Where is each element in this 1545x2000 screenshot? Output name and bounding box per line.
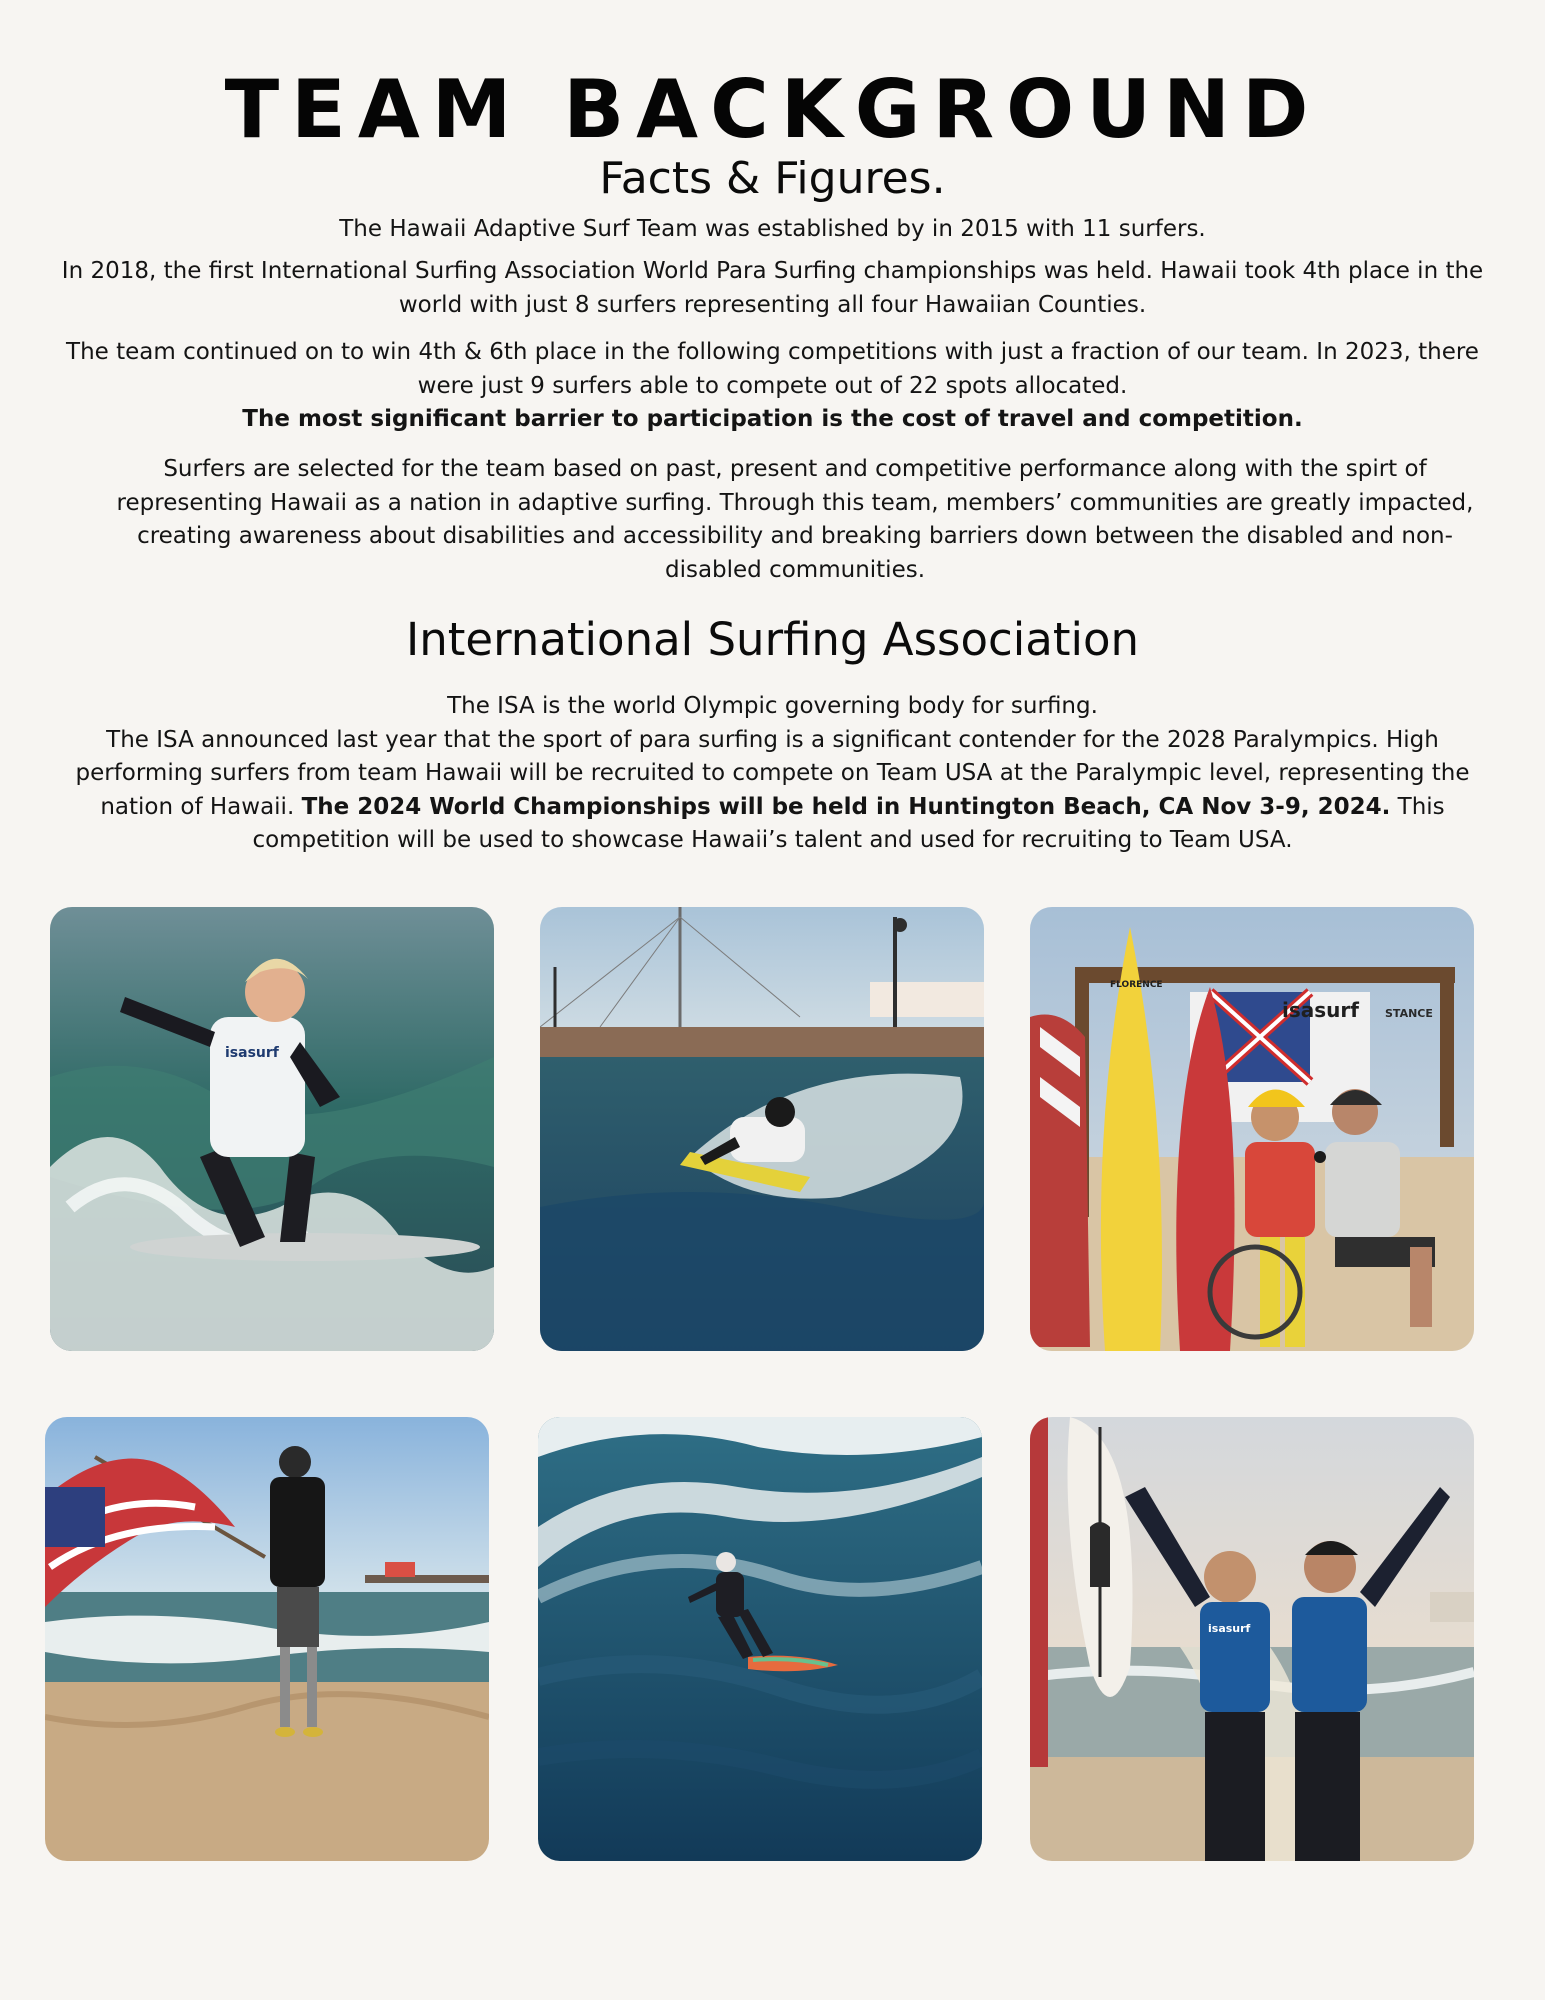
photo-surfer-on-wave-face [538,1417,982,1861]
board-label-text: FLORENCE [1110,980,1163,990]
photo-surfer-riding-wave [50,907,494,1351]
championship-2018-paragraph: In 2018, the first International Surfing Association World Para Surfing championships was held. Hawaii took 4th place in the world with just 8 surfers representing all four Hawaiian Counties. [61,258,1484,318]
shirt-logo-text-left: isasurf [1208,1622,1251,1635]
photo-prone-surfer-near-pier [540,907,984,1351]
photo-wheelchair-surfer-interview [1030,907,1474,1351]
isa-intro: The ISA is the world Olympic governing body for surfing. [447,693,1098,719]
selection-paragraph: Surfers are selected for the team based on past, present and competitive performance along with the spirt of representing Hawaii as a nation in adaptive surfing. Through this team, members’ communities are greatly impacted, creating awareness about disabilities and accessibility and breaking barriers down between the disabled and non-disabled communities. [116,456,1474,583]
page-title: TEAM BACKGROUND [224,63,1321,156]
competition-results-text: The team continued on to win 4th & 6th place in the following competitions with just a fraction of our team. In 2023, there were just 9 surfers able to compete out of 22 spots allocated. [66,339,1479,399]
founding-paragraph: The Hawaii Adaptive Surf Team was established by in 2015 with 11 surfers. [339,216,1206,242]
competition-results-paragraph [60,336,1485,437]
isa-paralympics-text: The ISA announced last year that the sport of para surfing is a significant contender for the 2028 Paralympics. High performing surfers from team Hawaii will be recruited to compete on Team USA at the Paralympic level, representing the nation of Hawaii. [75,726,1470,820]
photo-surfers-celebrating [1030,1417,1474,1861]
isa-showcase-text: This competition will be used to showcase Hawaii’s talent and used for recruiting to Team USA. [252,793,1445,853]
sponsor-text: STANCE [1385,1007,1433,1020]
page-subtitle: Facts & Figures. [599,153,946,204]
photo-surfer-with-hawaii-flag [45,1417,489,1861]
isa-paragraph [70,690,1475,858]
isa-heading: International Surfing Association [405,613,1140,666]
banner-logo-text: isasurf [1282,998,1359,1022]
barrier-statement: The most significant barrier to participation is the cost of travel and competition. [242,406,1303,432]
shirt-logo-text: isasurf [225,1045,279,1061]
world-championships-statement: The 2024 World Championships will be held in Huntington Beach, CA Nov 3-9, 2024. [301,793,1391,820]
